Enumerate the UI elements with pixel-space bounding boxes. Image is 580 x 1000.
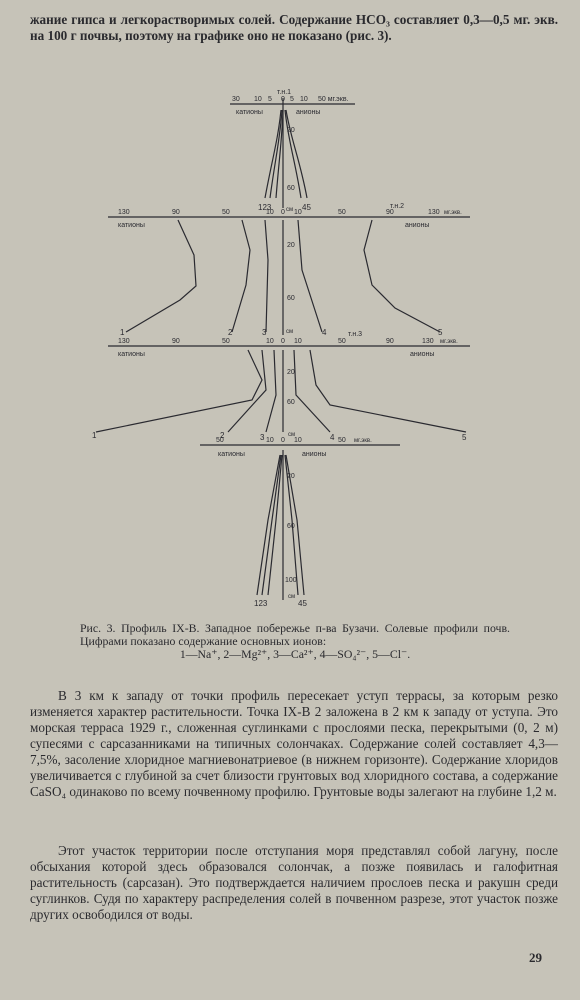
body-paragraph-1: В 3 км к западу от точки профиль пересекает уступ террасы, за которым резко изменяется характер растительности. Точка IX-В 2 заложена в 2 км к западу от уступа. Это морская терраса 1929 г., сложенная суглинками с прослоями песка, перекрытыми (0, 2 м) супесями с сарсазанниками на типичных солончаках. Содержание солей составляет 4,3—7,5%, засоление хлоридное магниевонатриевое (в нижнем горизонте). Содержание хлоридов увеличивается с глубиной за счет близости грунтовых вод хлоридного состава, а содержание CaSO₄ одинаково по всему почвенному профилю. Грунтовые воды залегают на глубине 1,2 м. [30, 688, 558, 799]
profile2-title: т.н.2 [390, 203, 405, 210]
profile4-unit: мг.экв. [354, 438, 372, 444]
profile4-depth-60: 60 [287, 523, 295, 530]
body-paragraph-2: Этот участок территории после отступания моря представлял собой лагуну, после обсыхания которой здесь образовался солончак, а позже появилась и галофитная растительность (сарсазан). Это подтверждается наличием прослоев песка и ракушн среди суглинков. Судя по характеру распределения солей в почвенном разрезе, этот участок позже других освободился от воды. [30, 843, 558, 922]
figure-caption [80, 622, 510, 661]
figure-caption-legend: 1—Na⁺, 2—Mg²⁺, 3—Ca²⁺, 4—SO₄²⁻, 5—Cl⁻. [179, 647, 411, 661]
profile3-curve-label-3: 3 [260, 433, 265, 442]
profile4-tick-center: 0 [281, 437, 285, 444]
profile4-curve-1 [257, 455, 280, 595]
profile4-tick-r2: 50 [338, 437, 346, 444]
profile2-unit: мг.экв. [444, 210, 462, 216]
profile1-title: т.н.1 [276, 89, 292, 96]
profile3-tick-l3: 50 [222, 338, 230, 345]
profile2-curve-label-3: 3 [262, 328, 267, 337]
profile1-depth-60: 60 [287, 185, 295, 192]
figure-caption-text: Рис. 3. Профиль IX-В. Западное побережье п-ва Бузачи. Солевые профили почв. Цифрами показано содержание основных ионов: [80, 621, 510, 648]
profile3-tick-r1: 10 [294, 338, 302, 345]
profile1-tick-l2: 10 [254, 96, 262, 103]
profile3-curve-1 [96, 350, 262, 432]
profile1-anions-label: анионы [296, 109, 321, 116]
profile1-depth-20: 20 [287, 127, 295, 134]
profile1-curves-right-labels: 45 [302, 203, 311, 212]
profile1-curve-1 [265, 110, 281, 198]
profile2-cations-label: катионы [118, 222, 145, 229]
profile4-cations-label: катионы [218, 451, 245, 458]
profile2-tick-l1: 130 [118, 209, 130, 216]
profile2-curve-3 [265, 220, 268, 332]
profile4-depth-unit: см [288, 594, 296, 600]
profile3-tick-r2: 50 [338, 338, 346, 345]
profile4-tick-l2: 10 [266, 437, 274, 444]
profile3-tick-l2: 90 [172, 338, 180, 345]
profile3-curve-2 [228, 350, 266, 432]
profile3-curve-5 [310, 350, 466, 432]
profile3-tick-r3: 90 [386, 338, 394, 345]
profile1-tick-r1: 5 [290, 96, 294, 103]
profile2-tick-center: 0 [281, 209, 285, 216]
profile3-curve-label-4: 4 [330, 433, 335, 442]
profile1-cations-label: катионы [236, 109, 263, 116]
profile4-anions-label: анионы [302, 451, 327, 458]
profile2-tick-r3: 90 [386, 209, 394, 216]
profile1-tick-center: 0 [281, 96, 285, 103]
profile3-curve-label-2: 2 [220, 431, 225, 440]
profile4-curves-left-labels: 123 [254, 599, 268, 608]
profile1-tick-r2: 10 [300, 96, 308, 103]
profile2-tick-r4: 130 [428, 209, 440, 216]
profile3-tick-l4: 10 [266, 338, 274, 345]
profile3-curve-3 [266, 350, 276, 432]
profile4-curves-right-labels: 45 [298, 599, 307, 608]
profile2-tick-l3: 50 [222, 209, 230, 216]
profile3-unit: мг.экв. [440, 339, 458, 345]
profile4-curve-3 [268, 455, 282, 595]
profile2-depth-20: 20 [287, 242, 295, 249]
profile4-tick-l1: 50 [216, 437, 224, 444]
profile2-curve-4 [298, 220, 322, 332]
profile1-tick-l3: 5 [268, 96, 272, 103]
profile2-curve-label-5: 5 [438, 328, 443, 337]
profile3-depth-unit: см [288, 432, 296, 438]
profile4-tick-r1: 10 [294, 437, 302, 444]
profile2-tick-l4: 10 [266, 209, 274, 216]
profile2-depth-unit: см [286, 329, 294, 335]
profile3-depth-60: 60 [287, 399, 295, 406]
profile3-curve-label-1: 1 [92, 431, 97, 440]
profile4-curve-2 [262, 455, 281, 595]
profile2-curve-label-4: 4 [322, 328, 327, 337]
page-number: 29 [529, 950, 542, 965]
profile2-curve-label-2: 2 [228, 328, 233, 337]
profile2-curve-label-1: 1 [120, 328, 125, 337]
profile2-curve-1 [126, 220, 196, 332]
profile4-depth-20: 20 [287, 473, 295, 480]
profile2-tick-r2: 50 [338, 209, 346, 216]
profile1-unit: 50 мг.экв. [318, 96, 349, 103]
profile3-depth-20: 20 [287, 369, 295, 376]
profile2-tick-r1: 10 [294, 209, 302, 216]
profile1-depth-unit: см [286, 207, 294, 213]
soil-salt-profile-figure [0, 80, 580, 625]
profile4-depth-100: 100 [285, 577, 297, 584]
profile3-cations-label: катионы [118, 351, 145, 358]
profile1-curves-left-labels: 123 [258, 203, 272, 212]
profile3-title: т.н.3 [348, 331, 363, 338]
profile2-depth-60: 60 [287, 295, 295, 302]
profile2-anions-label: анионы [405, 222, 430, 229]
profile1-tick-l1: 30 [232, 96, 240, 103]
profile3-anions-label: анионы [410, 351, 435, 358]
profile2-tick-l2: 90 [172, 209, 180, 216]
profile2-curve-5 [364, 220, 440, 332]
profile3-tick-r4: 130 [422, 338, 434, 345]
profile3-tick-l1: 130 [118, 338, 130, 345]
top-paragraph: жание гипса и легкорастворимых солей. Содержание НСО₃ составляет 0,3—0,5 мг. экв. на 100 г почвы, поэтому на графике оно не показано (рис. 3). [30, 12, 558, 43]
profile3-tick-center: 0 [281, 338, 285, 345]
profile2-curve-2 [232, 220, 250, 332]
profile3-curve-label-5: 5 [462, 433, 467, 442]
